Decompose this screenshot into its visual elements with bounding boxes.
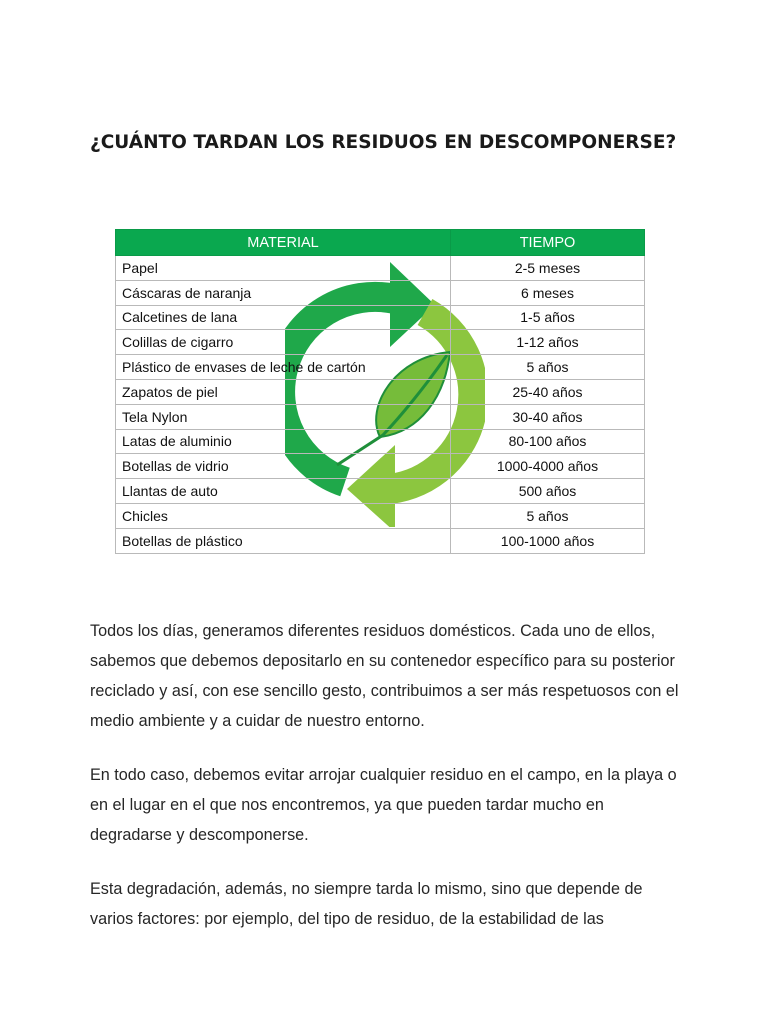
time-cell: 6 meses — [451, 280, 645, 305]
material-cell: Cáscaras de naranja — [116, 280, 451, 305]
material-cell: Plástico de envases de leche de cartón — [116, 355, 451, 380]
material-cell: Zapatos de piel — [116, 379, 451, 404]
time-cell: 25-40 años — [451, 379, 645, 404]
material-cell: Papel — [116, 256, 451, 281]
decomposition-table — [115, 229, 645, 554]
time-cell: 1000-4000 años — [451, 454, 645, 479]
time-cell: 80-100 años — [451, 429, 645, 454]
time-cell: 100-1000 años — [451, 528, 645, 553]
body-paragraph: Todos los días, generamos diferentes residuos domésticos. Cada uno de ellos, sabemos que debemos depositarlo en su contenedor específico para su posterior reciclado y así, con ese sencillo gesto, contribuimos a ser más respetuosos con el medio ambiente y a cuidar de nuestro entorno. — [90, 622, 679, 730]
body-paragraph: En todo caso, debemos evitar arrojar cualquier residuo en el campo, en la playa o en el lugar en el que nos encontremos, ya que pueden tardar mucho en degradarse y descomponerse. — [90, 766, 677, 844]
time-cell: 1-5 años — [451, 305, 645, 330]
material-cell: Llantas de auto — [116, 479, 451, 504]
time-cell: 2-5 meses — [451, 256, 645, 281]
material-cell: Colillas de cigarro — [116, 330, 451, 355]
table-row — [116, 256, 645, 281]
table-row — [116, 454, 645, 479]
table-row — [116, 528, 645, 553]
decomposition-figure — [115, 229, 645, 550]
table-row — [116, 429, 645, 454]
material-cell: Botellas de plástico — [116, 528, 451, 553]
table-header-row — [116, 230, 645, 256]
table-row — [116, 305, 645, 330]
material-cell: Calcetines de lana — [116, 305, 451, 330]
table-row — [116, 280, 645, 305]
table-row — [116, 330, 645, 355]
body-paragraph: Esta degradación, además, no siempre tarda lo mismo, sino que depende de varios factores: por ejemplo, del tipo de residuo, de la estabilidad de las — [90, 880, 643, 928]
time-cell: 30-40 años — [451, 404, 645, 429]
table-row — [116, 355, 645, 380]
column-header-material: MATERIAL — [116, 230, 451, 256]
material-cell: Tela Nylon — [116, 404, 451, 429]
time-cell: 1-12 años — [451, 330, 645, 355]
table-row — [116, 479, 645, 504]
table-row — [116, 503, 645, 528]
time-cell: 5 años — [451, 503, 645, 528]
time-cell: 5 años — [451, 355, 645, 380]
page-title: ¿CUÁNTO TARDAN LOS RESIDUOS EN DESCOMPONERSE? — [90, 132, 677, 154]
column-header-time: TIEMPO — [451, 230, 645, 256]
table-row — [116, 404, 645, 429]
material-cell: Latas de aluminio — [116, 429, 451, 454]
material-cell: Chicles — [116, 503, 451, 528]
table-row — [116, 379, 645, 404]
time-cell: 500 años — [451, 479, 645, 504]
material-cell: Botellas de vidrio — [116, 454, 451, 479]
